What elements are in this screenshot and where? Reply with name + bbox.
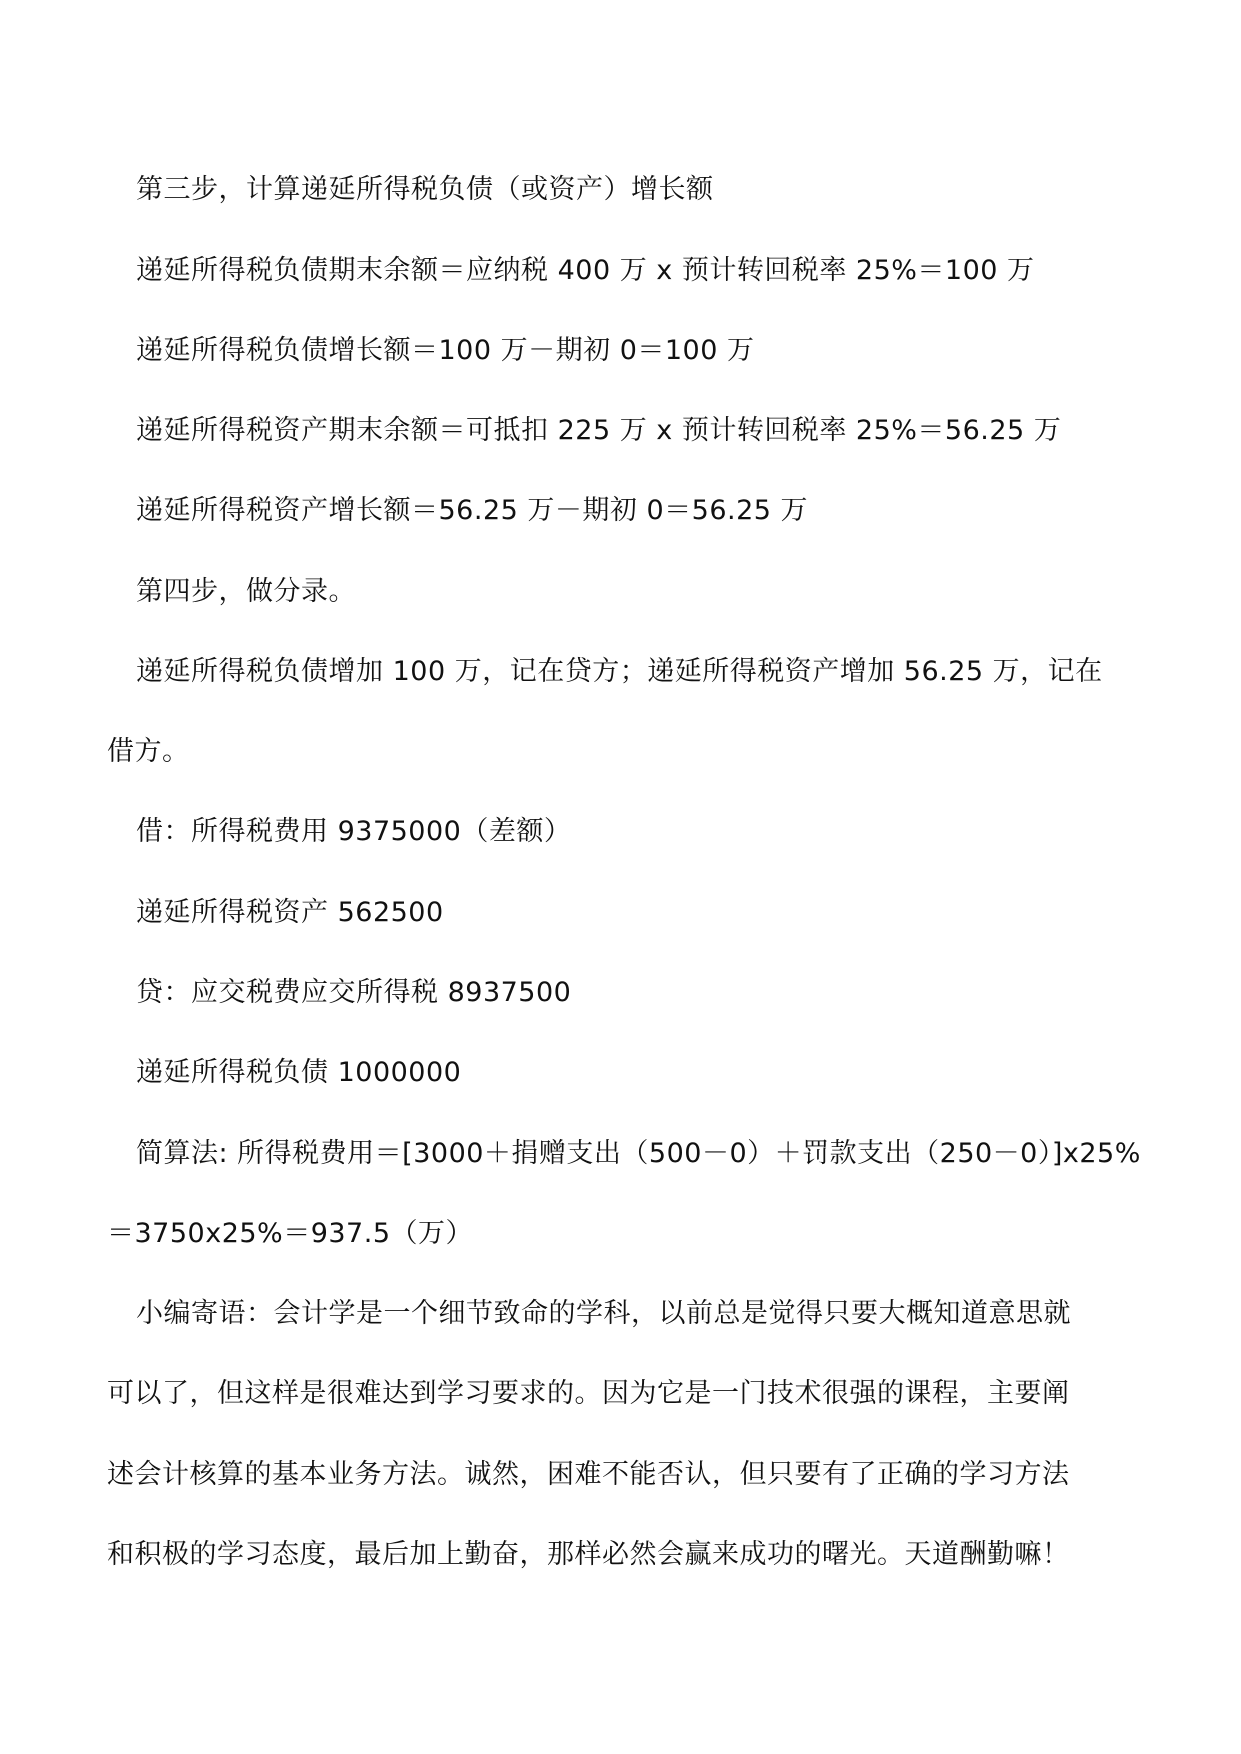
deferred-asset-ending-balance: 递延所得税资产期末余额＝可抵扣 225 万 x 预计转回税率 25%＝56.25 万	[136, 415, 1062, 446]
entry-explanation-line-2: 借方。	[107, 736, 190, 767]
journal-debit-deferred-asset: 递延所得税资产 562500	[136, 897, 444, 928]
editor-note-line-2: 可以了，但这样是很难达到学习要求的。因为它是一门技术很强的课程，主要阐	[107, 1378, 1070, 1409]
deferred-asset-increase: 递延所得税资产增长额＝56.25 万－期初 0＝56.25 万	[136, 495, 809, 526]
journal-credit-deferred-liability: 递延所得税负债 1000000	[136, 1057, 462, 1088]
journal-debit-tax-expense: 借：所得税费用 9375000（差额）	[136, 816, 572, 847]
editor-note-line-4: 和积极的学习态度，最后加上勤奋，那样必然会赢来成功的曙光。天道酬勤嘛！	[107, 1539, 1070, 1570]
step-three-heading: 第三步，计算递延所得税负债（或资产）增长额	[136, 174, 714, 205]
deferred-liability-ending-balance: 递延所得税负债期末余额＝应纳税 400 万 x 预计转回税率 25%＝100 万	[136, 255, 1035, 286]
simplified-method-line-2: ＝3750x25%＝937.5（万）	[107, 1218, 473, 1249]
editor-note-line-3: 述会计核算的基本业务方法。诚然，困难不能否认，但只要有了正确的学习方法	[107, 1459, 1070, 1490]
journal-credit-tax-payable: 贷：应交税费应交所得税 8937500	[136, 977, 572, 1008]
editor-note-line-1: 小编寄语：会计学是一个细节致命的学科，以前总是觉得只要大概知道意思就	[136, 1298, 1071, 1329]
simplified-method-line-1: 简算法: 所得税费用＝[3000＋捐赠支出（500－0）＋罚款支出（250－0）]x25%	[136, 1138, 1141, 1169]
step-four-heading: 第四步，做分录。	[136, 576, 356, 607]
deferred-liability-increase: 递延所得税负债增长额＝100 万－期初 0＝100 万	[136, 335, 755, 366]
entry-explanation-line-1: 递延所得税负债增加 100 万，记在贷方；递延所得税资产增加 56.25 万，记在	[136, 656, 1103, 687]
